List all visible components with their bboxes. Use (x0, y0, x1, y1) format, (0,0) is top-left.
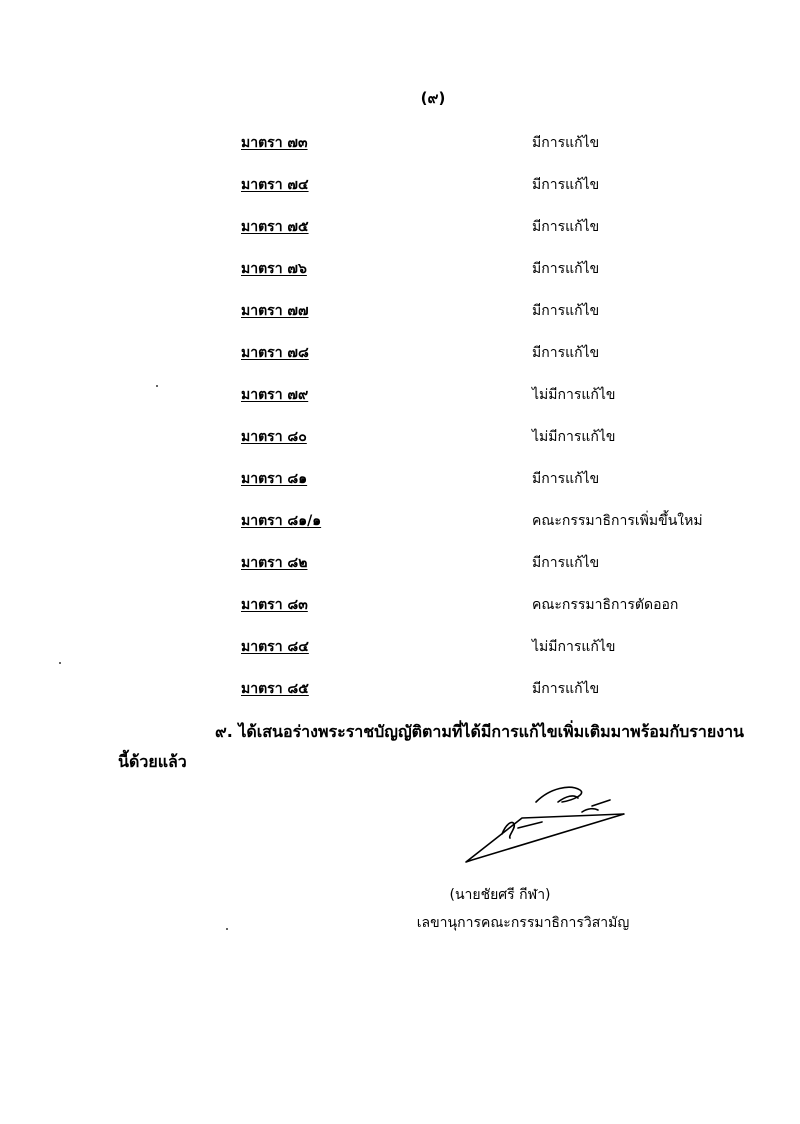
section-label: มาตรา ๗๕ (241, 219, 309, 235)
section-status: มีการแก้ไข (532, 555, 600, 571)
section-status: คณะกรรมาธิการเพิ่มขึ้นใหม่ (532, 513, 703, 529)
section-row (0, 594, 800, 618)
section-label: มาตรา ๘๒ (241, 555, 308, 571)
section-label: มาตรา ๘๑ (241, 471, 308, 487)
section-label: มาตรา ๘๐ (241, 429, 307, 445)
section-row (0, 300, 800, 324)
section-status: ไม่มีการแก้ไข (532, 639, 616, 655)
section-row (0, 678, 800, 702)
signer-name: (นายชัยศรี กีฬา) (449, 887, 551, 903)
section-label: มาตรา ๗๘ (241, 345, 309, 361)
section-row (0, 342, 800, 366)
section-row (0, 258, 800, 282)
section-status: มีการแก้ไข (532, 303, 600, 319)
section-row (0, 636, 800, 660)
section-row (0, 468, 800, 492)
section-status: มีการแก้ไข (532, 681, 600, 697)
section-row (0, 216, 800, 240)
section-label: มาตรา ๗๓ (241, 135, 308, 151)
section-label: มาตรา ๗๔ (241, 177, 309, 193)
section-status: คณะกรรมาธิการตัดออก (532, 597, 679, 613)
section-row (0, 426, 800, 450)
section-status: มีการแก้ไข (532, 219, 600, 235)
section-row (0, 174, 800, 198)
section-label: มาตรา ๘๑/๑ (241, 513, 322, 529)
signer-title: เลขานุการคณะกรรมาธิการวิสามัญ (416, 915, 630, 931)
scan-speck (59, 662, 61, 664)
closing-paragraph-line2: นี้ด้วยแล้ว (118, 752, 187, 771)
section-status: มีการแก้ไข (532, 471, 600, 487)
section-label: มาตรา ๗๖ (241, 261, 307, 277)
section-status: มีการแก้ไข (532, 345, 600, 361)
section-label: มาตรา ๘๕ (241, 681, 309, 697)
section-status: มีการแก้ไข (532, 177, 600, 193)
section-label: มาตรา ๗๗ (241, 303, 309, 319)
closing-paragraph-line1: ๙. ได้เสนอร่างพระราชบัญญัติตามที่ได้มีการแก้ไขเพิ่มเติมมาพร้อมกับรายงาน (215, 722, 744, 741)
section-row (0, 132, 800, 156)
section-status: ไม่มีการแก้ไข (532, 387, 616, 403)
scan-speck (226, 928, 228, 930)
section-label: มาตรา ๘๓ (241, 597, 308, 613)
page-number: (๙) (420, 89, 446, 107)
section-status: มีการแก้ไข (532, 135, 600, 151)
handwritten-signature (462, 778, 632, 868)
section-row (0, 552, 800, 576)
section-label: มาตรา ๗๙ (241, 387, 309, 403)
section-status: ไม่มีการแก้ไข (532, 429, 616, 445)
section-label: มาตรา ๘๔ (241, 639, 309, 655)
section-row (0, 384, 800, 408)
section-row (0, 510, 800, 534)
section-status: มีการแก้ไข (532, 261, 600, 277)
scan-speck (156, 385, 158, 387)
